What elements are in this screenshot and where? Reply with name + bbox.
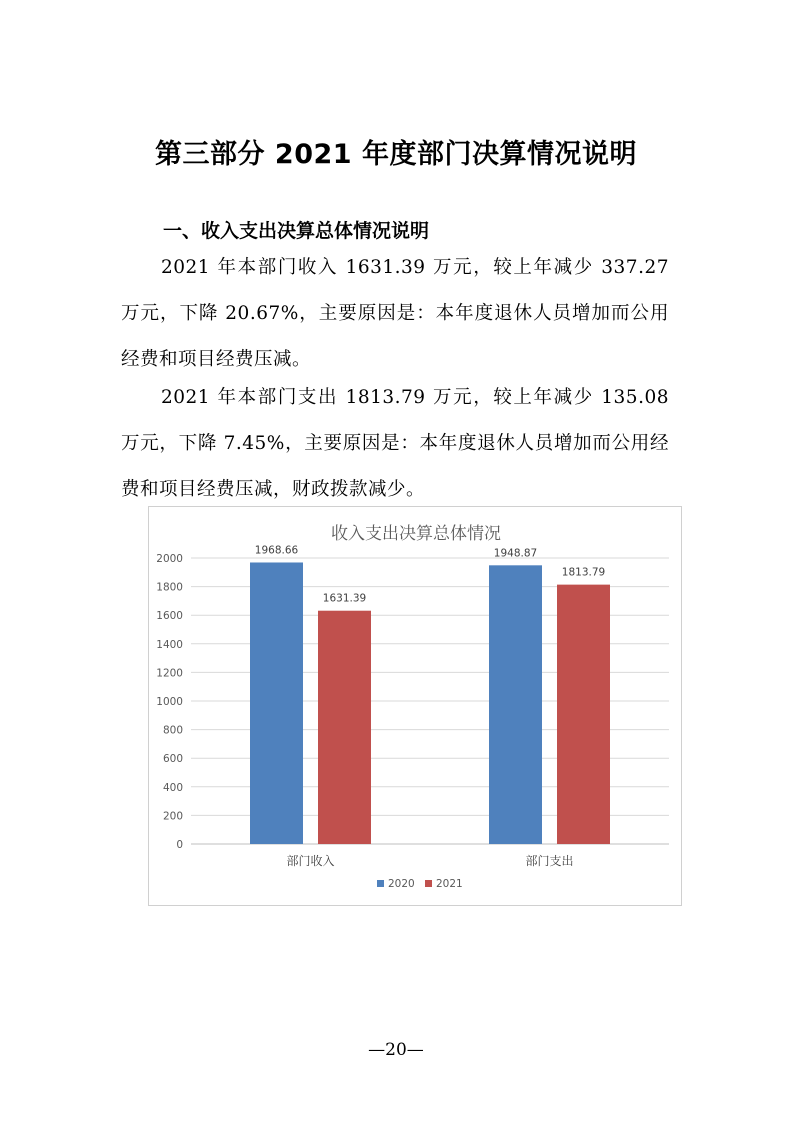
y-tick-label: 600: [162, 753, 183, 766]
legend-label: 2021: [436, 878, 463, 890]
section-heading: 一、收入支出决算总体情况说明: [163, 220, 430, 242]
y-tick-label: 1400: [156, 638, 183, 651]
data-label: 1948.87: [493, 547, 538, 560]
paragraph-income: 2021 年本部门收入 1631.39 万元，较上年减少 337.27 万元，下降 20.67%，主要原因是：本年度退休人员增加而公用经费和项目经费压减。: [121, 257, 669, 370]
bar-2020: [489, 565, 542, 844]
x-category-label: 部门收入: [286, 854, 335, 868]
legend-swatch-2020: [377, 880, 384, 887]
paragraph-expenditure: 2021 年本部门支出 1813.79 万元，较上年减少 135.08 万元，下降 7.45%，主要原因是：本年度退休人员增加而公用经费和项目经费压减，财政拨款减少。: [121, 387, 669, 500]
y-tick-label: 1000: [156, 696, 183, 708]
legend-swatch-2021: [425, 880, 432, 887]
y-tick-label: 200: [162, 810, 183, 823]
chart-container: [148, 506, 682, 906]
bar-chart: [149, 507, 683, 907]
data-label: 1968.66: [254, 544, 299, 557]
legend-label: 2020: [388, 878, 415, 890]
page-number: —20—: [368, 1040, 424, 1060]
y-tick-label: 1600: [156, 610, 183, 623]
y-tick-label: 1200: [156, 667, 183, 680]
y-tick-label: 1800: [156, 581, 183, 594]
data-label: 1813.79: [561, 566, 606, 579]
y-tick-label: 2000: [156, 553, 183, 565]
page-title: 第三部分 2021 年度部门决算情况说明: [155, 139, 637, 170]
y-tick-label: 800: [162, 724, 183, 737]
data-label: 1631.39: [322, 592, 367, 605]
bar-2021: [557, 585, 610, 844]
chart-title: 收入支出决算总体情况: [331, 524, 501, 544]
x-category-label: 部门支出: [525, 854, 574, 868]
y-tick-label: 400: [162, 781, 183, 794]
bar-2020: [250, 562, 303, 844]
bar-2021: [318, 611, 371, 844]
y-tick-label: 0: [176, 839, 183, 851]
